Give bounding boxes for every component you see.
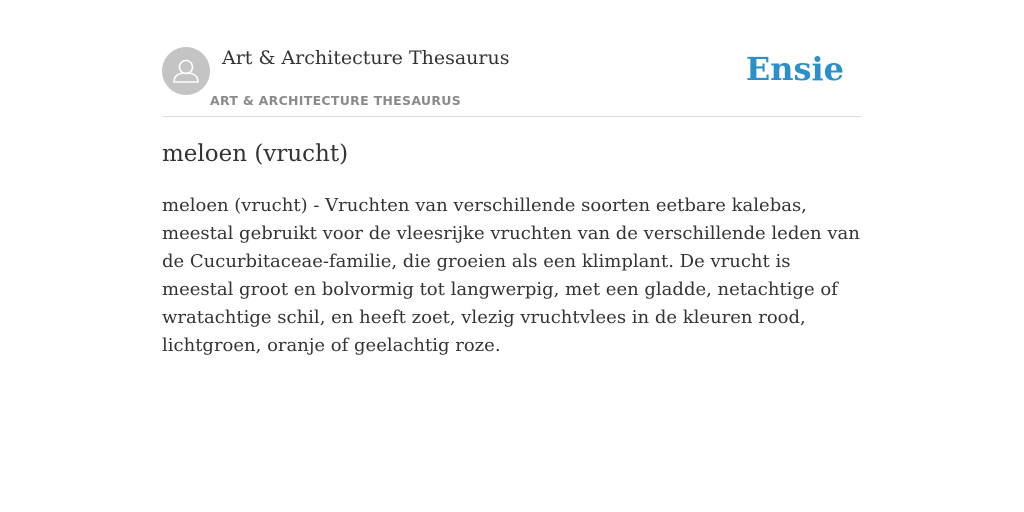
entry-body: meloen (vrucht) - Vruchten van verschillende soorten eetbare kalebas, meestal gebruikt voor de vleesrijke vruchten van de verschillende leden van de Cucurbitaceae-familie, die groeien als een klimplant. De vrucht is meestal groot en bolvormig tot langwerpig, met een gladde, netachtige of wratachtige schil, en heeft zoet, vlezig vruchtvlees in de kleuren rood, lichtgroen, oranje of geelachtig roze. [162,195,860,356]
entry-title: meloen (vrucht) [162,141,349,167]
page-container [162,0,862,512]
author-name[interactable]: Art & Architecture Thesaurus [222,47,510,69]
user-icon [162,47,210,95]
source-label[interactable]: ART & ARCHITECTURE THESAURUS [210,93,462,108]
avatar[interactable] [162,47,210,95]
page-header [162,0,862,117]
ensie-logo[interactable]: Ensie [745,50,844,88]
